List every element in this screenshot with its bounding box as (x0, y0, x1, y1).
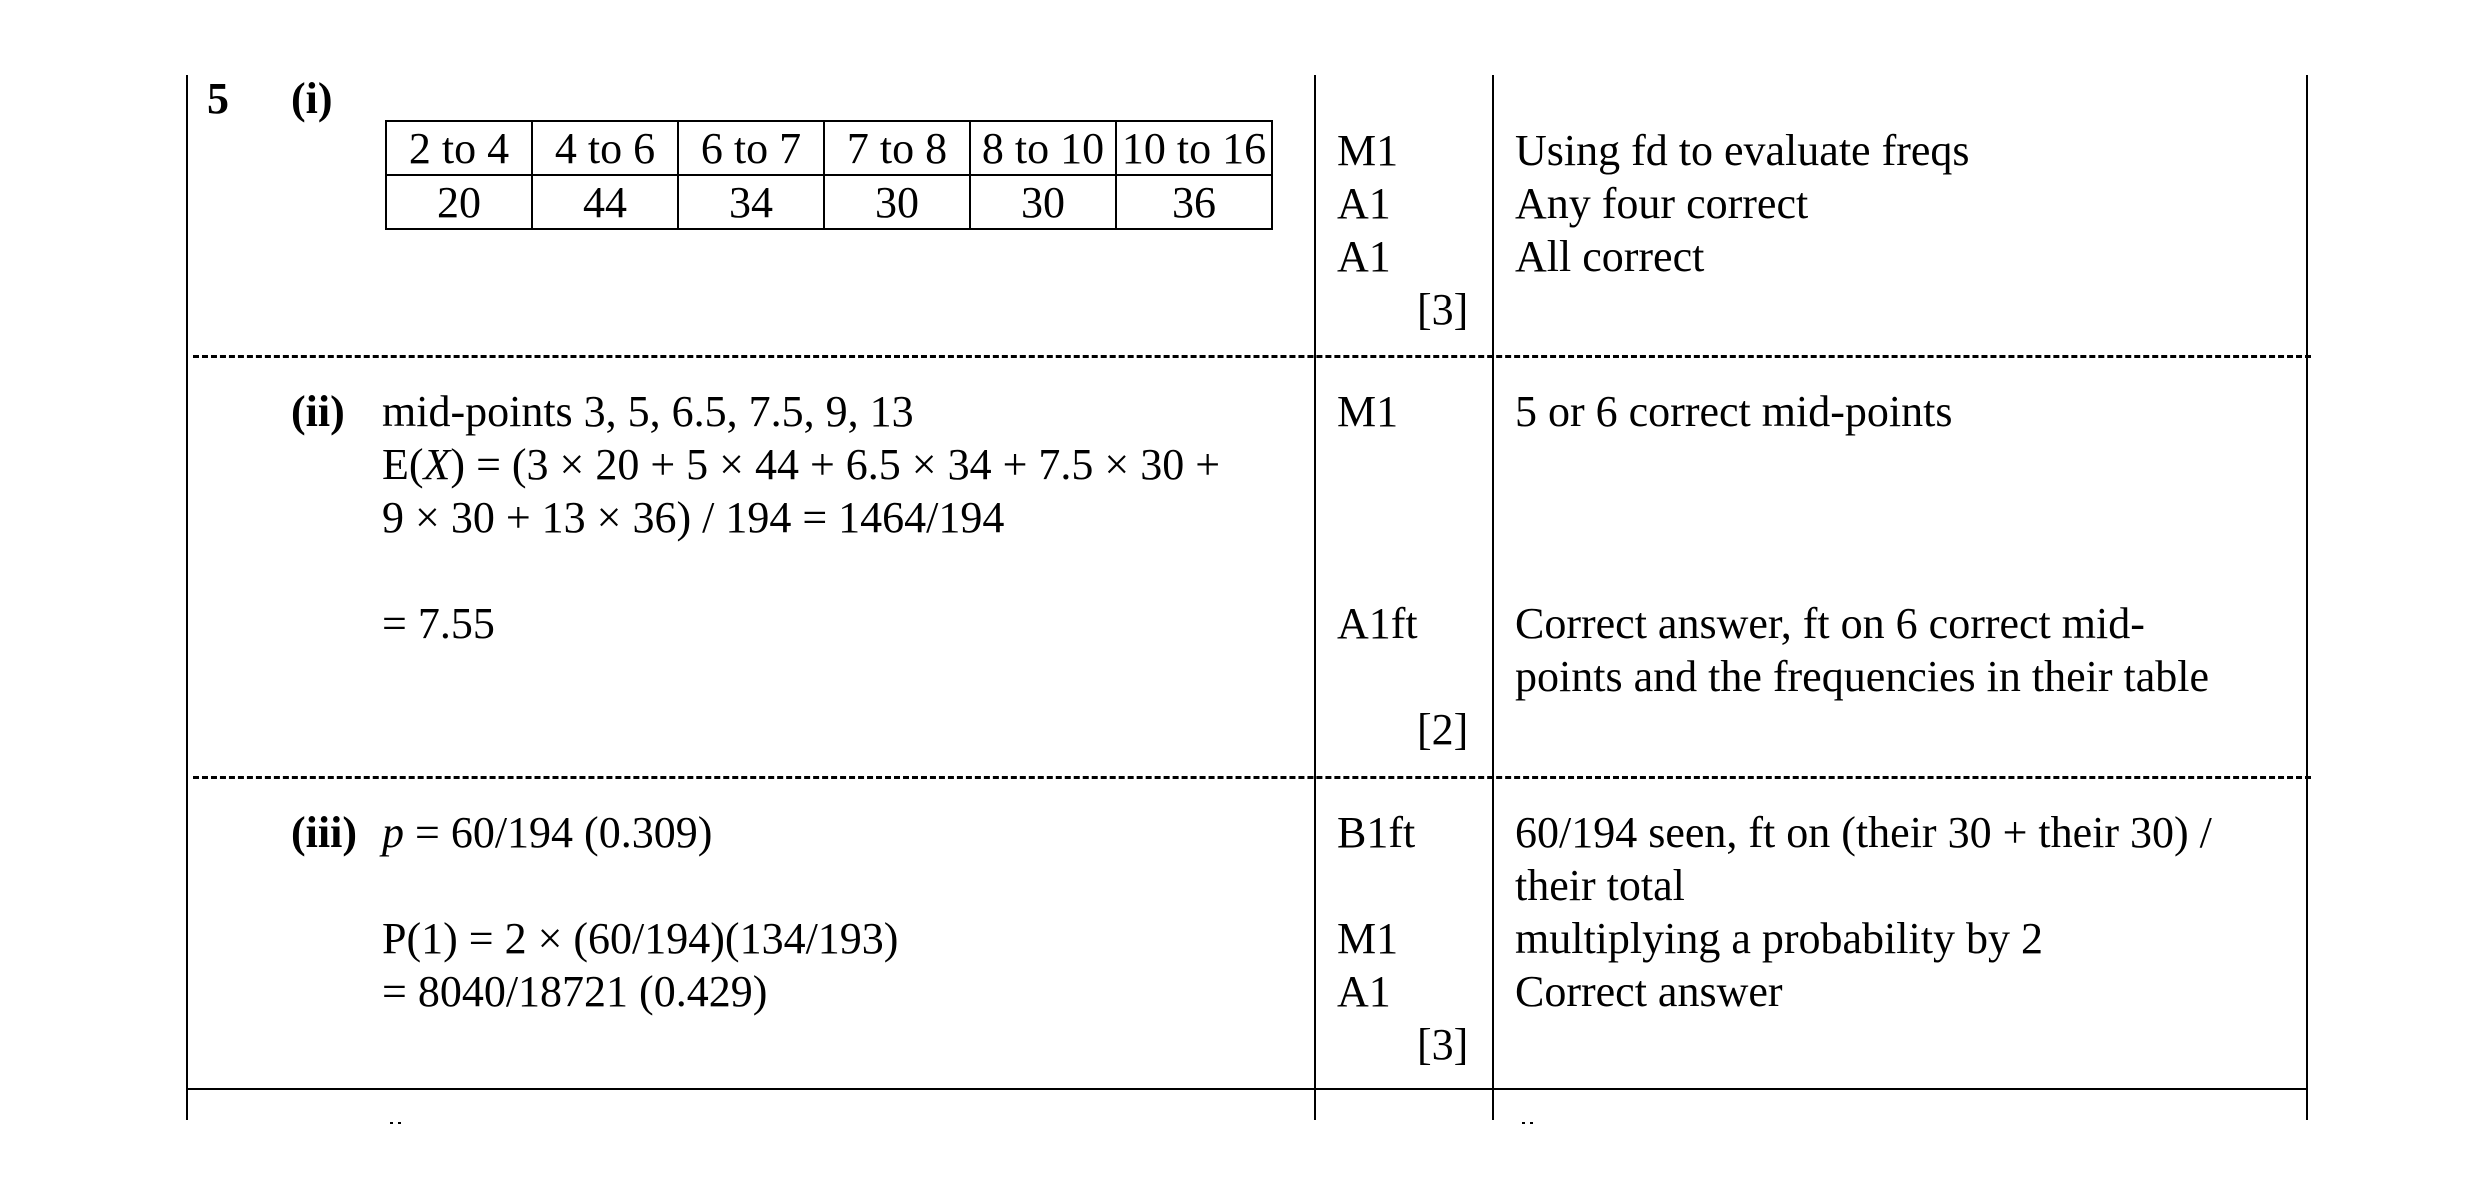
frequency-cell: 34 (678, 175, 824, 229)
part-label-i: (i) (291, 74, 333, 123)
cut-off-glyph (1520, 1120, 1540, 1124)
notes-column-divider (1492, 75, 1494, 1120)
table-row-frequencies (386, 175, 1272, 229)
table-row-intervals (386, 121, 1272, 175)
left-border (186, 75, 188, 1120)
mark-code: A1ft (1337, 599, 1418, 648)
answer-line: p = 60/194 (0.309) (382, 808, 713, 857)
mark-code: A1 (1337, 179, 1391, 228)
guidance-note: their total (1515, 861, 1685, 910)
answer-line: = 8040/18721 (0.429) (382, 967, 768, 1016)
frequency-cell: 44 (532, 175, 678, 229)
cut-off-text-fragment (388, 1108, 408, 1124)
mark-code: M1 (1337, 914, 1399, 963)
mark-total: [3] (1417, 1020, 1469, 1069)
frequency-cell: 30 (824, 175, 970, 229)
frequency-cell: 30 (970, 175, 1116, 229)
interval-cell: 10 to 16 (1116, 121, 1272, 175)
mark-code: A1 (1337, 232, 1391, 281)
interval-cell: 8 to 10 (970, 121, 1116, 175)
part-separator-2 (193, 776, 2311, 779)
part-separator-1 (193, 355, 2311, 358)
mark-code: M1 (1337, 387, 1399, 436)
mark-total: [2] (1417, 705, 1469, 754)
interval-cell: 7 to 8 (824, 121, 970, 175)
frequency-cell: 20 (386, 175, 532, 229)
question-number: 5 (207, 74, 229, 123)
guidance-note: Correct answer (1515, 967, 1783, 1016)
frequency-cell: 36 (1116, 175, 1272, 229)
guidance-note: points and the frequencies in their table (1515, 652, 2209, 701)
mark-code: M1 (1337, 126, 1399, 175)
answer-line: 9 × 30 + 13 × 36) / 194 = 1464/194 (382, 493, 1005, 542)
marks-column-divider (1314, 75, 1316, 1120)
guidance-note: 60/194 seen, ft on (their 30 + their 30) / (1515, 808, 2212, 857)
answer-line: = 7.55 (382, 599, 495, 648)
guidance-note: Correct answer, ft on 6 correct mid- (1515, 599, 2145, 648)
cut-off-glyph (388, 1120, 408, 1124)
interval-cell: 4 to 6 (532, 121, 678, 175)
interval-cell: 2 to 4 (386, 121, 532, 175)
mark-total: [3] (1417, 285, 1469, 334)
guidance-note: Any four correct (1515, 179, 1809, 228)
part-label-iii: (iii) (291, 808, 357, 857)
interval-cell: 6 to 7 (678, 121, 824, 175)
guidance-note: 5 or 6 correct mid-points (1515, 387, 1953, 436)
guidance-note: All correct (1515, 232, 1705, 281)
guidance-note: Using fd to evaluate freqs (1515, 126, 1970, 175)
part-label-ii: (ii) (291, 387, 345, 436)
answer-line: mid-points 3, 5, 6.5, 7.5, 9, 13 (382, 387, 914, 436)
cut-off-text-fragment (1520, 1108, 1540, 1124)
answer-line: P(1) = 2 × (60/194)(134/193) (382, 914, 899, 963)
frequency-table (385, 120, 1273, 230)
answer-line: E(X) = (3 × 20 + 5 × 44 + 6.5 × 34 + 7.5 × 30 + (382, 440, 1221, 489)
right-border (2306, 75, 2308, 1120)
question-end-rule (186, 1088, 2308, 1090)
guidance-note: multiplying a probability by 2 (1515, 914, 2043, 963)
mark-code: A1 (1337, 967, 1391, 1016)
mark-code: B1ft (1337, 808, 1416, 857)
